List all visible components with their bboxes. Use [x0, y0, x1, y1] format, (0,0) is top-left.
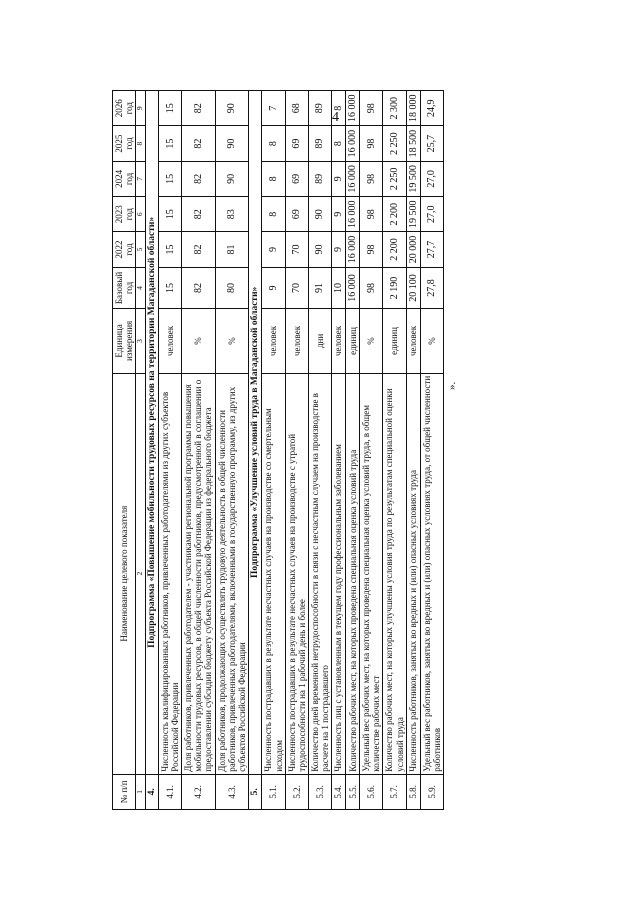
value-cell: 15	[159, 91, 182, 126]
col-index: 1	[136, 774, 145, 809]
value-cell: 89	[308, 161, 331, 196]
value-cell: 2 200	[383, 197, 406, 232]
value-cell: 8	[331, 126, 345, 161]
col-index: 9	[136, 91, 145, 126]
value-cell: 15	[159, 232, 182, 267]
row-number: 5.4.	[331, 774, 345, 809]
value-cell: 10	[331, 267, 345, 309]
col-index: 4	[136, 267, 145, 309]
value-cell: 2 250	[383, 126, 406, 161]
header-unit: Единица измерения	[113, 309, 136, 373]
col-index: 7	[136, 161, 145, 196]
table-row	[331, 91, 345, 810]
indicator-name: Численность пострадавших в результате несчастных случаев на производстве с утратой трудоспособности на 1 рабочий день и более	[285, 373, 308, 774]
row-number: 5.3.	[308, 774, 331, 809]
table-body	[145, 91, 443, 810]
row-number: 5.7.	[383, 774, 406, 809]
col-index: 8	[136, 126, 145, 161]
value-cell: 2 200	[383, 232, 406, 267]
value-cell: 24,9	[420, 91, 443, 126]
section-number: 5.	[248, 774, 262, 809]
value-cell: 68	[285, 91, 308, 126]
col-index: 3	[136, 309, 145, 373]
value-cell: 91	[308, 267, 331, 309]
value-cell: 25,7	[420, 126, 443, 161]
table-row	[215, 91, 248, 810]
indicator-name: Количество дней временной нетрудоспособности в связи с несчастным случаем на производстве в расчете на 1 пострадавшего	[308, 373, 331, 774]
header-2025: 2025 год	[113, 126, 136, 161]
value-cell: 90	[215, 126, 248, 161]
page-number: 4	[332, 110, 339, 125]
col-index: 5	[136, 232, 145, 267]
value-cell: 15	[159, 161, 182, 196]
value-cell: 18 500	[406, 126, 420, 161]
indicator-name: Доля работников, продолжающих осуществлять трудовую деятельность в общей численности работников, привлеченных работодателями, включенными в государственную программу, из других субъектов Российской Федерации	[215, 373, 248, 774]
header-2022: 2022 год	[113, 232, 136, 267]
value-cell: 82	[182, 161, 215, 196]
value-cell: 9	[262, 267, 285, 309]
header-name: Наименование целевого показателя	[113, 373, 136, 774]
section-title: Подпрограмма «Повышение мобильности трудовых ресурсов на территории Магаданской области»	[145, 91, 159, 775]
value-cell: 83	[215, 197, 248, 232]
value-cell: 70	[285, 267, 308, 309]
section-number: 4.	[145, 774, 159, 809]
value-cell: 8	[331, 91, 345, 126]
value-cell: 2 300	[383, 91, 406, 126]
value-cell: 15	[159, 197, 182, 232]
indicator-name: Доля работников, привлеченных работодателем - участниками региональной программы повышения мобильности трудовых ресурсов, в общей численности работников, предусмотренной в соглашении о предоставлении субсидии бюджету субъекта Российской Федерации из федерального бюджета	[182, 373, 215, 774]
value-cell: 98	[360, 232, 383, 267]
table-row	[346, 91, 360, 810]
unit-cell: %	[420, 309, 443, 373]
value-cell: 69	[285, 197, 308, 232]
indicator-name: Удельный вес рабочих мест, на которых проведена специальная оценка условий труда, в общем количестве рабочих мест	[360, 373, 383, 774]
value-cell: 7	[262, 91, 285, 126]
col-index: 2	[136, 373, 145, 774]
header-no: № п/п	[113, 774, 136, 809]
indicator-name: Количество рабочих мест, на которых проведена специальная оценка условий труда	[346, 373, 360, 774]
value-cell: 18 000	[406, 91, 420, 126]
row-number: 4.2.	[182, 774, 215, 809]
indicator-name: Численность работников, занятых во вредных и (или) опасных условиях труда	[406, 373, 420, 774]
value-cell: 98	[360, 267, 383, 309]
header-base-year: Базовый год	[113, 267, 136, 309]
row-number: 5.8.	[406, 774, 420, 809]
indicator-name: Удельный вес работников, занятых во вредных и (или) опасных условиях труда, от общей численности работников	[420, 373, 443, 774]
row-number: 4.1.	[159, 774, 182, 809]
value-cell: 9	[331, 197, 345, 232]
indicator-name: Численность квалифицированных работников, привлеченных работодателями из других субъектов Российской Федерации	[159, 373, 182, 774]
value-cell: 82	[182, 267, 215, 309]
value-cell: 90	[308, 197, 331, 232]
value-cell: 16 000	[346, 197, 360, 232]
indicator-name: Численность лиц с установленным в текущем году профессиональным заболеванием	[331, 373, 345, 774]
value-cell: 16 000	[346, 267, 360, 309]
section-row	[145, 91, 159, 810]
value-cell: 80	[215, 267, 248, 309]
value-cell: 27,8	[420, 267, 443, 309]
value-cell: 90	[215, 161, 248, 196]
table-row	[159, 91, 182, 810]
indicators-table	[112, 90, 444, 810]
value-cell: 69	[285, 161, 308, 196]
row-number: 5.5.	[346, 774, 360, 809]
table-row	[182, 91, 215, 810]
unit-cell: %	[360, 309, 383, 373]
row-number: 5.9.	[420, 774, 443, 809]
value-cell: 82	[182, 197, 215, 232]
value-cell: 89	[308, 91, 331, 126]
table-row	[308, 91, 331, 810]
value-cell: 89	[308, 126, 331, 161]
value-cell: 27,0	[420, 197, 443, 232]
table-row	[420, 91, 443, 810]
value-cell: 8	[262, 161, 285, 196]
value-cell: 8	[262, 126, 285, 161]
value-cell: 98	[360, 197, 383, 232]
table-row	[360, 91, 383, 810]
value-cell: 82	[182, 232, 215, 267]
value-cell: 8	[262, 197, 285, 232]
value-cell: 15	[159, 126, 182, 161]
value-cell: 82	[182, 126, 215, 161]
rotated-table-container	[112, 90, 512, 810]
value-cell: 27,7	[420, 232, 443, 267]
value-cell: 98	[360, 126, 383, 161]
column-index-row	[136, 91, 145, 810]
value-cell: 69	[285, 126, 308, 161]
value-cell: 27,0	[420, 161, 443, 196]
section-title: Подпрограмма «Улучшение условий труда в Магаданской области»	[248, 91, 262, 775]
value-cell: 20 000	[406, 232, 420, 267]
value-cell: 98	[360, 161, 383, 196]
value-cell: 9	[331, 161, 345, 196]
value-cell: 82	[182, 91, 215, 126]
value-cell: 90	[215, 91, 248, 126]
value-cell: 9	[262, 232, 285, 267]
table-header-row	[113, 91, 136, 810]
table-row	[285, 91, 308, 810]
section-row	[248, 91, 262, 810]
table-row	[406, 91, 420, 810]
value-cell: 16 000	[346, 91, 360, 126]
value-cell: 98	[360, 91, 383, 126]
unit-cell: человек	[406, 309, 420, 373]
value-cell: 81	[215, 232, 248, 267]
row-number: 4.3.	[215, 774, 248, 809]
unit-cell: человек	[331, 309, 345, 373]
unit-cell: %	[182, 309, 215, 373]
unit-cell: человек	[285, 309, 308, 373]
table-row	[383, 91, 406, 810]
value-cell: 2 190	[383, 267, 406, 309]
value-cell: 16 000	[346, 232, 360, 267]
value-cell: 16 000	[346, 126, 360, 161]
unit-cell: дни	[308, 309, 331, 373]
header-2023: 2023 год	[113, 197, 136, 232]
value-cell: 19 500	[406, 197, 420, 232]
value-cell: 19 500	[406, 161, 420, 196]
value-cell: 90	[308, 232, 331, 267]
unit-cell: %	[215, 309, 248, 373]
value-cell: 15	[159, 267, 182, 309]
col-index: 6	[136, 197, 145, 232]
indicator-name: Количество рабочих мест, на которых улучшены условия труда по результатам специальной оценки условий труда	[383, 373, 406, 774]
unit-cell: единиц	[383, 309, 406, 373]
unit-cell: единиц	[346, 309, 360, 373]
footnote: ».	[445, 381, 458, 390]
unit-cell: человек	[262, 309, 285, 373]
value-cell: 9	[331, 232, 345, 267]
header-2026: 2026 год	[113, 91, 136, 126]
value-cell: 2 250	[383, 161, 406, 196]
row-number: 5.6.	[360, 774, 383, 809]
indicator-name: Численность пострадавших в результате несчастных случаев на производстве со смертельным исходом	[262, 373, 285, 774]
header-2024: 2024 год	[113, 161, 136, 196]
table-row	[262, 91, 285, 810]
unit-cell: человек	[159, 309, 182, 373]
value-cell: 16 000	[346, 161, 360, 196]
row-number: 5.2.	[285, 774, 308, 809]
value-cell: 70	[285, 232, 308, 267]
value-cell: 20 100	[406, 267, 420, 309]
row-number: 5.1.	[262, 774, 285, 809]
